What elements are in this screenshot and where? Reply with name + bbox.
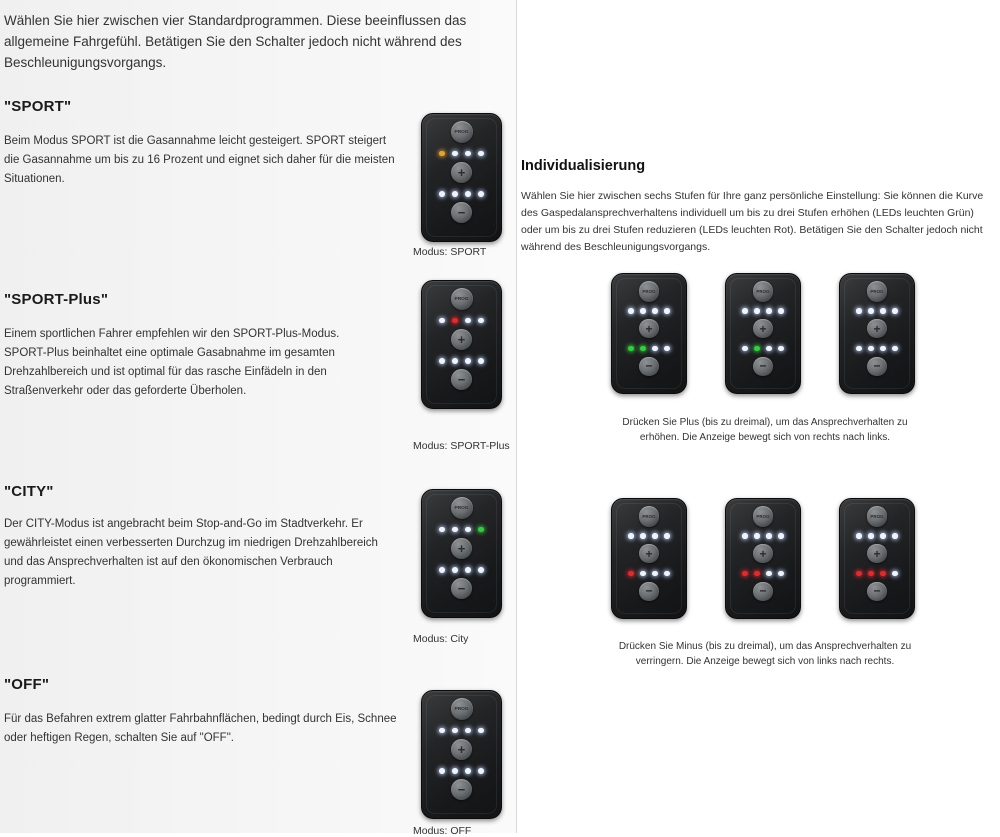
led-indicator xyxy=(478,768,484,774)
led-indicator xyxy=(439,191,445,197)
led-indicator xyxy=(439,151,445,157)
device-plus-2[interactable] xyxy=(725,273,801,394)
device-minus-1[interactable] xyxy=(611,498,687,619)
led-indicator xyxy=(478,527,484,533)
intro-paragraph: Wählen Sie hier zwischen vier Standardprogrammen. Diese beeinflussen das allgemeine Fahrgefühl. Betätigen Sie den Schalter jedoch nicht während des Beschleunigungsvorgangs. xyxy=(4,13,467,70)
led-indicator xyxy=(766,571,771,576)
led-indicator xyxy=(652,533,657,538)
minus-button[interactable]: − xyxy=(639,357,659,377)
led-indicator xyxy=(856,308,861,313)
led-indicator xyxy=(640,346,645,351)
led-row-top xyxy=(742,533,783,540)
device-plus-3[interactable] xyxy=(839,273,915,394)
prog-button[interactable]: PROG xyxy=(451,288,473,310)
led-indicator xyxy=(478,567,484,573)
led-indicator xyxy=(452,768,458,774)
led-indicator xyxy=(465,567,471,573)
section-title-city: "CITY" xyxy=(4,483,54,500)
led-indicator xyxy=(439,567,445,573)
minus-button[interactable]: − xyxy=(451,578,472,599)
led-row-bottom xyxy=(856,570,897,577)
led-indicator xyxy=(754,346,759,351)
led-indicator xyxy=(452,527,458,533)
led-row-bottom xyxy=(439,767,483,774)
led-indicator xyxy=(778,533,783,538)
caption-minus-instruction: Drücken Sie Minus (bis zu dreimal), um das Ansprechverhalten zu verringern. Die Anzeige bewegt sich von links nach rechts. xyxy=(618,641,912,667)
led-row-top xyxy=(742,308,783,315)
plus-button[interactable]: + xyxy=(451,538,472,559)
prog-button[interactable]: PROG xyxy=(451,497,473,519)
plus-button[interactable]: + xyxy=(867,544,887,564)
prog-button[interactable]: PROG xyxy=(753,506,774,527)
section-title-sport-plus: "SPORT-Plus" xyxy=(4,291,109,308)
led-row-bottom xyxy=(856,345,897,352)
led-indicator xyxy=(868,308,873,313)
led-indicator xyxy=(868,533,873,538)
led-indicator xyxy=(465,527,471,533)
led-indicator xyxy=(664,571,669,576)
led-indicator xyxy=(778,308,783,313)
led-indicator xyxy=(778,571,783,576)
led-row-top xyxy=(439,727,483,734)
led-indicator xyxy=(652,308,657,313)
led-indicator xyxy=(439,318,445,324)
prog-button[interactable]: PROG xyxy=(867,506,888,527)
led-indicator xyxy=(892,346,897,351)
led-indicator xyxy=(465,768,471,774)
led-row-top xyxy=(439,526,483,533)
led-indicator xyxy=(452,358,458,364)
led-indicator xyxy=(742,308,747,313)
minus-button[interactable]: − xyxy=(867,582,887,602)
right-title: Individualisierung xyxy=(521,158,646,174)
plus-button[interactable]: + xyxy=(451,162,472,183)
caption-off: Modus: OFF xyxy=(413,825,472,837)
prog-button[interactable]: PROG xyxy=(451,698,473,720)
led-indicator xyxy=(880,308,885,313)
led-indicator xyxy=(766,346,771,351)
led-indicator xyxy=(465,318,471,324)
led-indicator xyxy=(628,308,633,313)
led-row-top xyxy=(439,150,483,157)
plus-button[interactable]: + xyxy=(451,329,472,350)
led-indicator xyxy=(856,346,861,351)
caption-city: Modus: City xyxy=(413,633,469,645)
section-title-off: "OFF" xyxy=(4,676,50,693)
led-indicator xyxy=(478,318,484,324)
led-indicator xyxy=(478,728,484,734)
led-indicator xyxy=(452,567,458,573)
led-indicator xyxy=(880,571,885,576)
minus-button[interactable]: − xyxy=(867,357,887,377)
plus-button[interactable]: + xyxy=(753,319,773,339)
led-indicator xyxy=(880,533,885,538)
led-indicator xyxy=(664,308,669,313)
prog-button[interactable]: PROG xyxy=(639,281,660,302)
minus-button[interactable]: − xyxy=(753,582,773,602)
led-indicator xyxy=(880,346,885,351)
led-row-bottom xyxy=(742,570,783,577)
device-city[interactable] xyxy=(421,489,502,618)
led-indicator xyxy=(652,346,657,351)
led-indicator xyxy=(439,358,445,364)
led-row-bottom xyxy=(439,357,483,364)
section-body-sport: Beim Modus SPORT ist die Gasannahme leicht gesteigert. SPORT steigert die Gasannahme um bis zu 16 Prozent und eignet sich daher für die meisten Situationen. xyxy=(4,135,395,185)
minus-button[interactable]: − xyxy=(451,202,472,223)
led-indicator xyxy=(628,533,633,538)
plus-button[interactable]: + xyxy=(867,319,887,339)
led-indicator xyxy=(868,346,873,351)
led-row-bottom xyxy=(628,345,669,352)
section-title-sport: "SPORT" xyxy=(4,98,72,115)
led-indicator xyxy=(892,571,897,576)
led-indicator xyxy=(766,308,771,313)
device-sport[interactable] xyxy=(421,113,502,242)
prog-button[interactable]: PROG xyxy=(867,281,888,302)
led-indicator xyxy=(754,308,759,313)
led-indicator xyxy=(640,533,645,538)
caption-plus-instruction: Drücken Sie Plus (bis zu dreimal), um das Ansprechverhalten zu erhöhen. Die Anzeige bewegt sich von rechts nach links. xyxy=(622,417,908,443)
led-indicator xyxy=(628,571,633,576)
led-indicator xyxy=(742,346,747,351)
device-off[interactable] xyxy=(421,690,502,819)
led-indicator xyxy=(892,308,897,313)
plus-button[interactable]: + xyxy=(639,319,659,339)
led-indicator xyxy=(856,533,861,538)
led-indicator xyxy=(478,358,484,364)
led-indicator xyxy=(742,571,747,576)
led-row-top xyxy=(439,317,483,324)
led-row-top xyxy=(856,308,897,315)
section-body-city: Der CITY-Modus ist angebracht beim Stop-and-Go im Stadtverkehr. Er gewährleistet einen verbesserten Durchzug im niedrigen Drehzahlbereich und das Ansprechverhalten ist auf den ökonomischen Verbrauch programmiert. xyxy=(4,518,378,587)
led-indicator xyxy=(452,318,458,324)
section-body-sport-plus: Einem sportlichen Fahrer empfehlen wir den SPORT-Plus-Modus. SPORT-Plus beinhaltet eine optimale Gasabnahme im gesamten Drehzahlbereich und ist optimal für das rasche Einfädeln in den Straßenverkehr oder das geforderte Überholen. xyxy=(4,328,340,397)
caption-sport-plus: Modus: SPORT-Plus xyxy=(413,440,510,452)
led-indicator xyxy=(868,571,873,576)
right-content xyxy=(519,0,1000,833)
caption-sport: Modus: SPORT xyxy=(413,246,487,258)
device-plus-1[interactable] xyxy=(611,273,687,394)
minus-button[interactable]: − xyxy=(753,357,773,377)
led-indicator xyxy=(478,191,484,197)
led-row-top xyxy=(628,308,669,315)
led-indicator xyxy=(439,768,445,774)
led-row-bottom xyxy=(628,570,669,577)
minus-button[interactable]: − xyxy=(451,369,472,390)
device-minus-2[interactable] xyxy=(725,498,801,619)
led-indicator xyxy=(452,151,458,157)
prog-button[interactable]: PROG xyxy=(753,281,774,302)
minus-button[interactable]: − xyxy=(639,582,659,602)
led-indicator xyxy=(439,527,445,533)
led-indicator xyxy=(754,571,759,576)
led-row-bottom xyxy=(439,190,483,197)
led-indicator xyxy=(856,571,861,576)
led-row-top xyxy=(628,533,669,540)
led-indicator xyxy=(640,308,645,313)
led-indicator xyxy=(664,533,669,538)
led-indicator xyxy=(452,728,458,734)
led-indicator xyxy=(478,151,484,157)
led-indicator xyxy=(664,346,669,351)
led-indicator xyxy=(452,191,458,197)
led-indicator xyxy=(640,571,645,576)
device-sport-plus[interactable] xyxy=(421,280,502,409)
led-indicator xyxy=(465,191,471,197)
led-indicator xyxy=(778,346,783,351)
led-indicator xyxy=(742,533,747,538)
plus-button[interactable]: + xyxy=(451,739,472,760)
section-body-off: Für das Befahren extrem glatter Fahrbahnflächen, bedingt durch Eis, Schnee oder heftigen Regen, schalten Sie auf "OFF". xyxy=(4,713,397,744)
led-indicator xyxy=(754,533,759,538)
plus-button[interactable]: + xyxy=(753,544,773,564)
led-indicator xyxy=(465,151,471,157)
led-indicator xyxy=(766,533,771,538)
led-indicator xyxy=(465,358,471,364)
led-row-bottom xyxy=(742,345,783,352)
led-indicator xyxy=(892,533,897,538)
plus-button[interactable]: + xyxy=(639,544,659,564)
led-indicator xyxy=(465,728,471,734)
minus-button[interactable]: − xyxy=(451,779,472,800)
prog-button[interactable]: PROG xyxy=(639,506,660,527)
prog-button[interactable]: PROG xyxy=(451,121,473,143)
led-indicator xyxy=(628,346,633,351)
led-row-bottom xyxy=(439,566,483,573)
led-indicator xyxy=(652,571,657,576)
right-body: Wählen Sie hier zwischen sechs Stufen für Ihre ganz persönliche Einstellung: Sie können die Kurve des Gaspedalansprechverhaltens individuell um bis zu drei Stufen erhöhen (LEDs leuchten Grün) oder um bis zu drei Stufen reduzieren (LEDs leuchten Rot). Betätigen Sie den Schalter jedoch nicht während des Beschleunigungsvorgangs. xyxy=(521,190,984,253)
led-row-top xyxy=(856,533,897,540)
device-minus-3[interactable] xyxy=(839,498,915,619)
led-indicator xyxy=(439,728,445,734)
